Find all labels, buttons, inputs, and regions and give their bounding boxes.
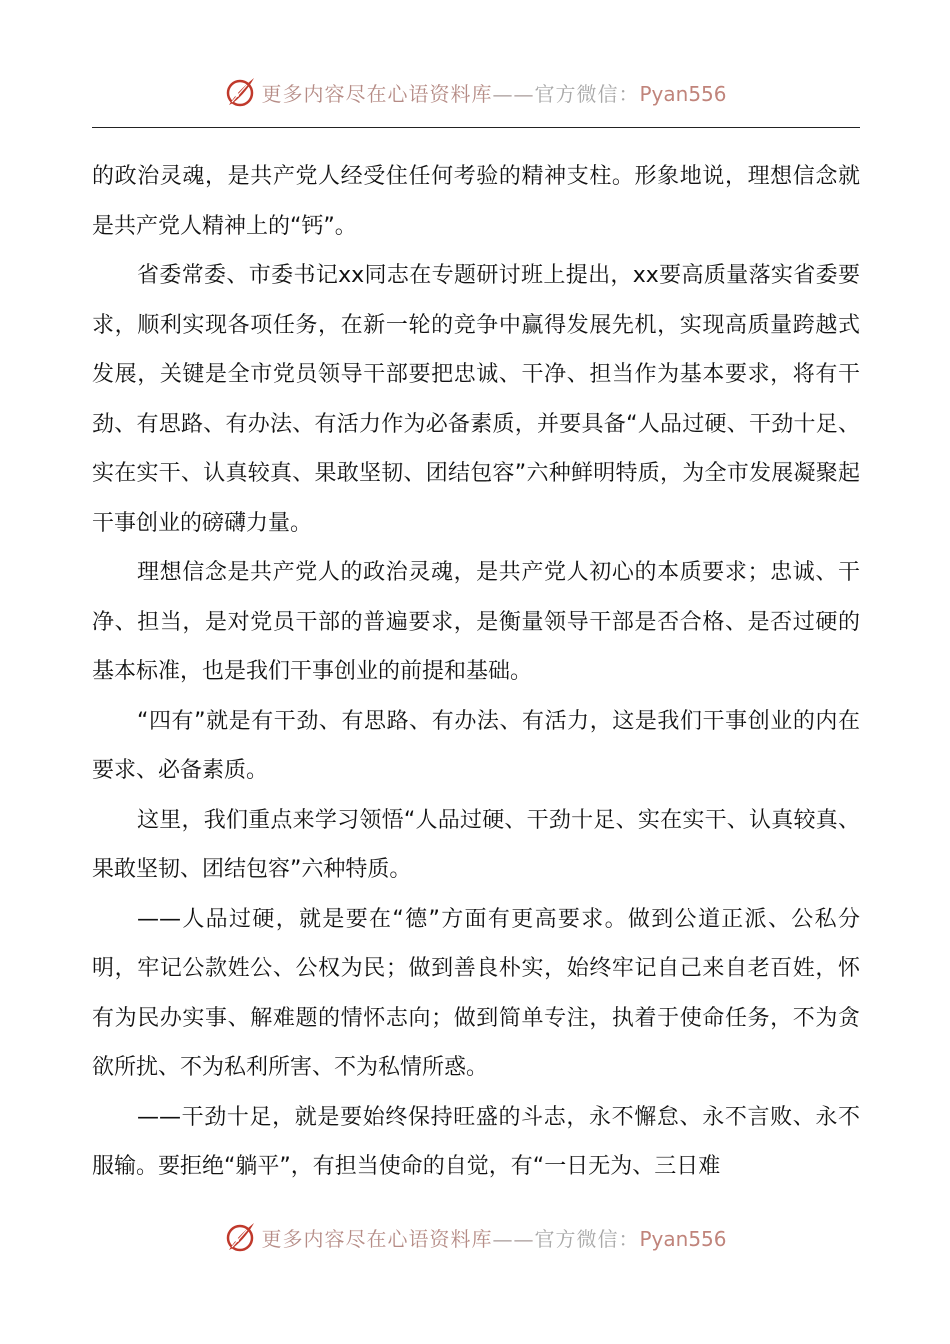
- banner-contact-label: 官方微信：: [534, 81, 640, 106]
- banner-wechat-id: Pyan556: [639, 1226, 727, 1251]
- quill-logo-icon: [223, 75, 257, 109]
- footer-banner: [0, 1217, 950, 1257]
- header-divider: [92, 127, 860, 128]
- banner-separator: ——: [492, 1226, 535, 1251]
- banner-contact-label: 官方微信：: [534, 1226, 640, 1251]
- banner-text: [261, 78, 726, 107]
- banner-main-text: 更多内容尽在心语资料库: [261, 1226, 493, 1251]
- paragraph-7: ——干劲十足，就是要始终保持旺盛的斗志，永不懈怠、永不言败、永不服输。要拒绝“躺平”，有担当使命的自觉，有“一日无为、三日难: [92, 1104, 860, 1179]
- banner-main-text: 更多内容尽在心语资料库: [261, 81, 493, 106]
- paragraph-4: “四有”就是有干劲、有思路、有办法、有活力，这是我们干事创业的内在要求、必备素质。: [92, 708, 860, 783]
- paragraph-2: 省委常委、市委书记xx同志在专题研讨班上提出，xx要高质量落实省委要求，顺利实现各项任务，在新一轮的竞争中赢得发展先机，实现高质量跨越式发展，关键是全市党员领导干部要把忠诚、干净、担当作为基本要求，将有干劲、有思路、有办法、有活力作为必备素质，并要具备“人品过硬、干劲十足、实在实干、认真较真、果敢坚韧、团结包容”六种鲜明特质，为全市发展凝聚起干事创业的磅礴力量。: [92, 263, 860, 536]
- banner-text: [261, 1223, 726, 1252]
- document-body: [92, 152, 860, 1192]
- banner-wechat-id: Pyan556: [639, 81, 727, 106]
- paragraph-6: ——人品过硬，就是要在“德”方面有更高要求。做到公道正派、公私分明，牢记公款姓公、公权为民；做到善良朴实，始终牢记自己来自老百姓，怀有为民办实事、解难题的情怀志向；做到简单专注，执着于使命任务，不为贪欲所扰、不为私利所害、不为私情所惑。: [92, 906, 860, 1080]
- paragraph-3: 理想信念是共产党人的政治灵魂，是共产党人初心的本质要求；忠诚、干净、担当，是对党员干部的普遍要求，是衡量领导干部是否合格、是否过硬的基本标准，也是我们干事创业的前提和基础。: [92, 560, 860, 684]
- quill-logo-icon: [223, 1220, 257, 1254]
- banner-separator: ——: [492, 81, 535, 106]
- paragraph-1: 的政治灵魂，是共产党人经受住任何考验的精神支柱。形象地说，理想信念就是共产党人精神上的“钙”。: [92, 164, 860, 239]
- paragraph-5: 这里，我们重点来学习领悟“人品过硬、干劲十足、实在实干、认真较真、果敢坚韧、团结包容”六种特质。: [92, 807, 860, 882]
- header-banner: [0, 72, 950, 112]
